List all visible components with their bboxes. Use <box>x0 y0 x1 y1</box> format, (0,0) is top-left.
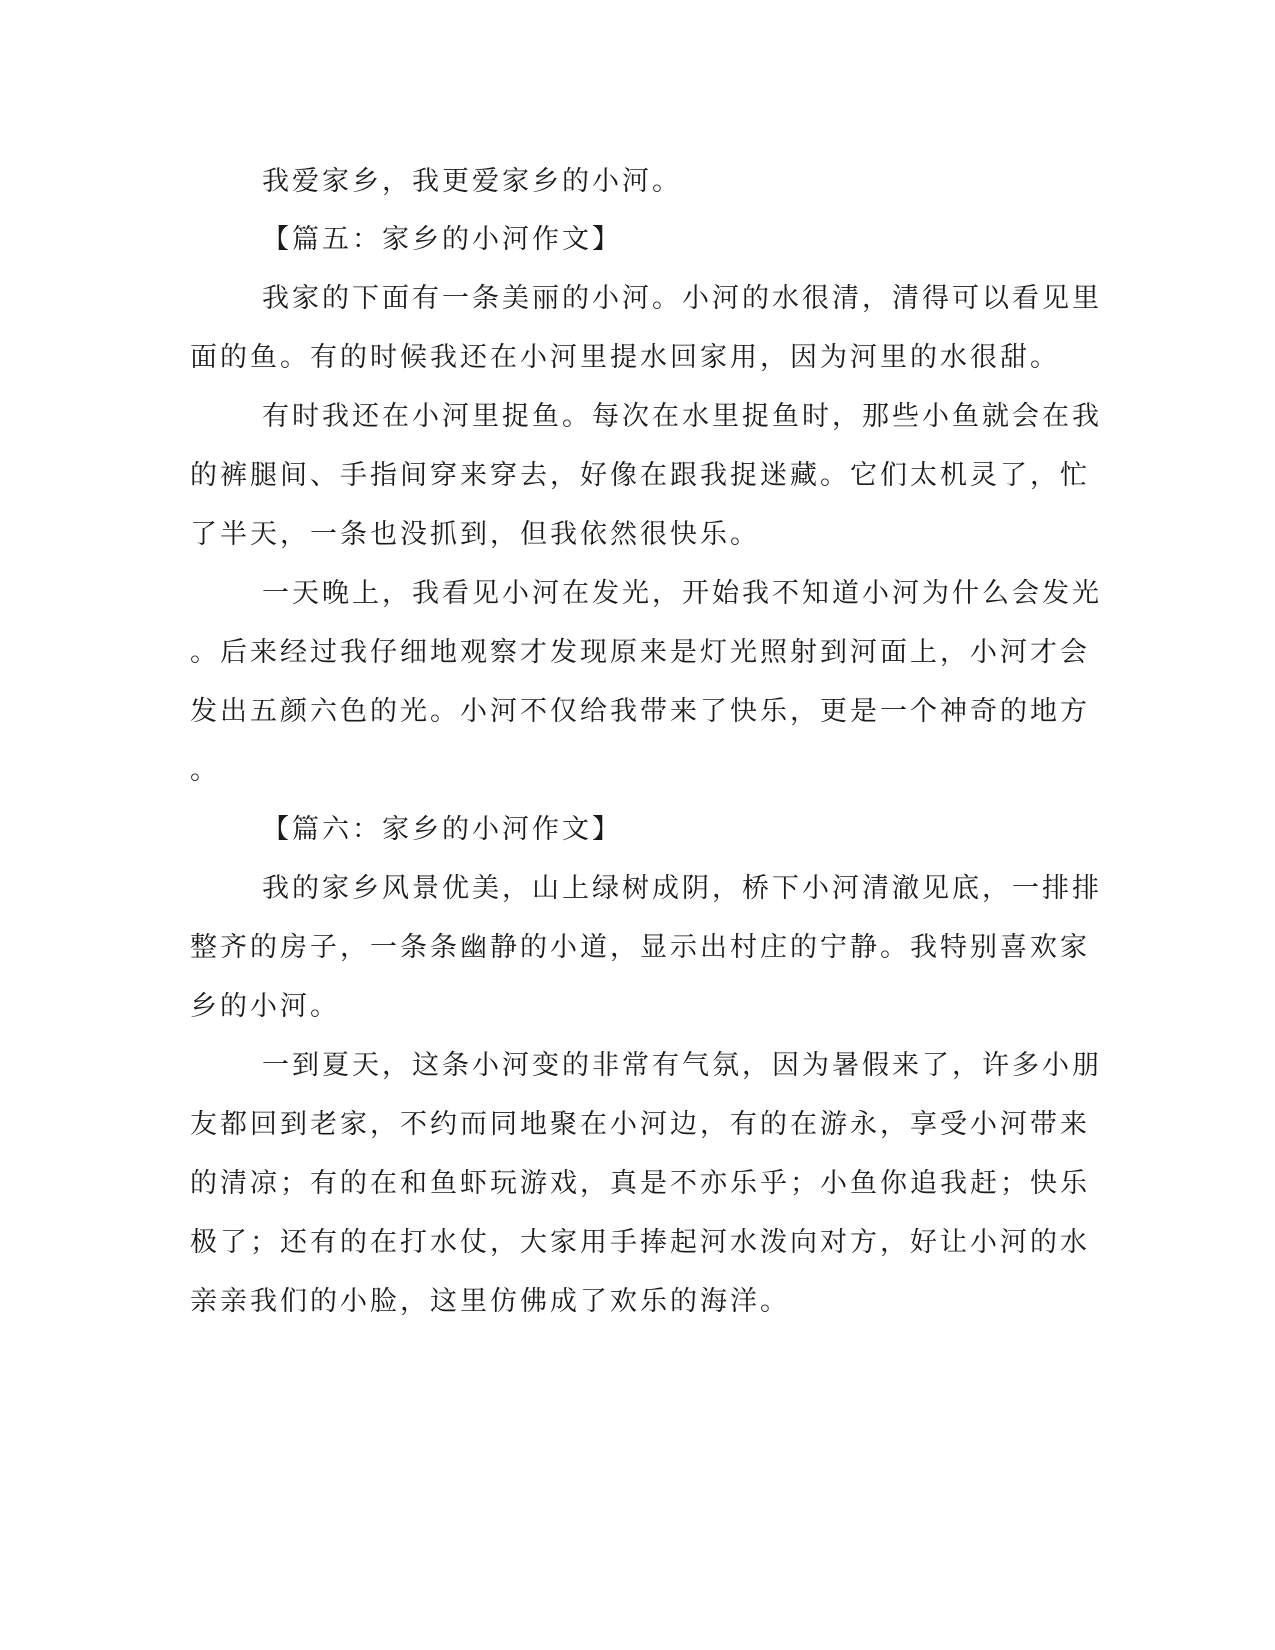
paragraph-line: 我家的下面有一条美丽的小河。小河的水很清，清得可以看见里 <box>262 283 1102 314</box>
paragraph-line: 整齐的房子，一条条幽静的小道，显示出村庄的宁静。我特别喜欢家 <box>190 932 1090 963</box>
paragraph-line: 。 <box>190 755 220 786</box>
paragraph-line: 我爱家乡，我更爱家乡的小河。 <box>262 166 682 197</box>
paragraph-line: 。后来经过我仔细地观察才发现原来是灯光照射到河面上，小河才会 <box>190 637 1090 668</box>
paragraph-line: 的裤腿间、手指间穿来穿去，好像在跟我捉迷藏。它们太机灵了，忙 <box>190 460 1090 491</box>
paragraph-line: 乡的小河。 <box>190 991 340 1022</box>
paragraph-line: 一到夏天，这条小河变的非常有气氛，因为暑假来了，许多小朋 <box>262 1050 1102 1081</box>
paragraph-line: 友都回到老家，不约而同地聚在小河边，有的在游永，享受小河带来 <box>190 1109 1090 1140</box>
paragraph-line: 面的鱼。有的时候我还在小河里提水回家用，因为河里的水很甜。 <box>190 342 1060 373</box>
paragraph-line: 极了；还有的在打水仗，大家用手捧起河水泼向对方，好让小河的水 <box>190 1227 1090 1258</box>
paragraph-line: 了半天，一条也没抓到，但我依然很快乐。 <box>190 519 760 550</box>
paragraph-line: 的清凉；有的在和鱼虾玩游戏，真是不亦乐乎；小鱼你追我赶；快乐 <box>190 1168 1090 1199</box>
section-heading-6: 【篇六：家乡的小河作文】 <box>262 814 622 845</box>
section-heading-5: 【篇五：家乡的小河作文】 <box>262 224 622 255</box>
paragraph-line: 一天晚上，我看见小河在发光，开始我不知道小河为什么会发光 <box>262 578 1102 609</box>
paragraph-line: 我的家乡风景优美，山上绿树成阴，桥下小河清澈见底，一排排 <box>262 873 1102 904</box>
paragraph-line: 亲亲我们的小脸，这里仿佛成了欢乐的海洋。 <box>190 1286 790 1317</box>
paragraph-line: 发出五颜六色的光。小河不仅给我带来了快乐，更是一个神奇的地方 <box>190 696 1090 727</box>
paragraph-line: 有时我还在小河里捉鱼。每次在水里捉鱼时，那些小鱼就会在我 <box>262 401 1102 432</box>
